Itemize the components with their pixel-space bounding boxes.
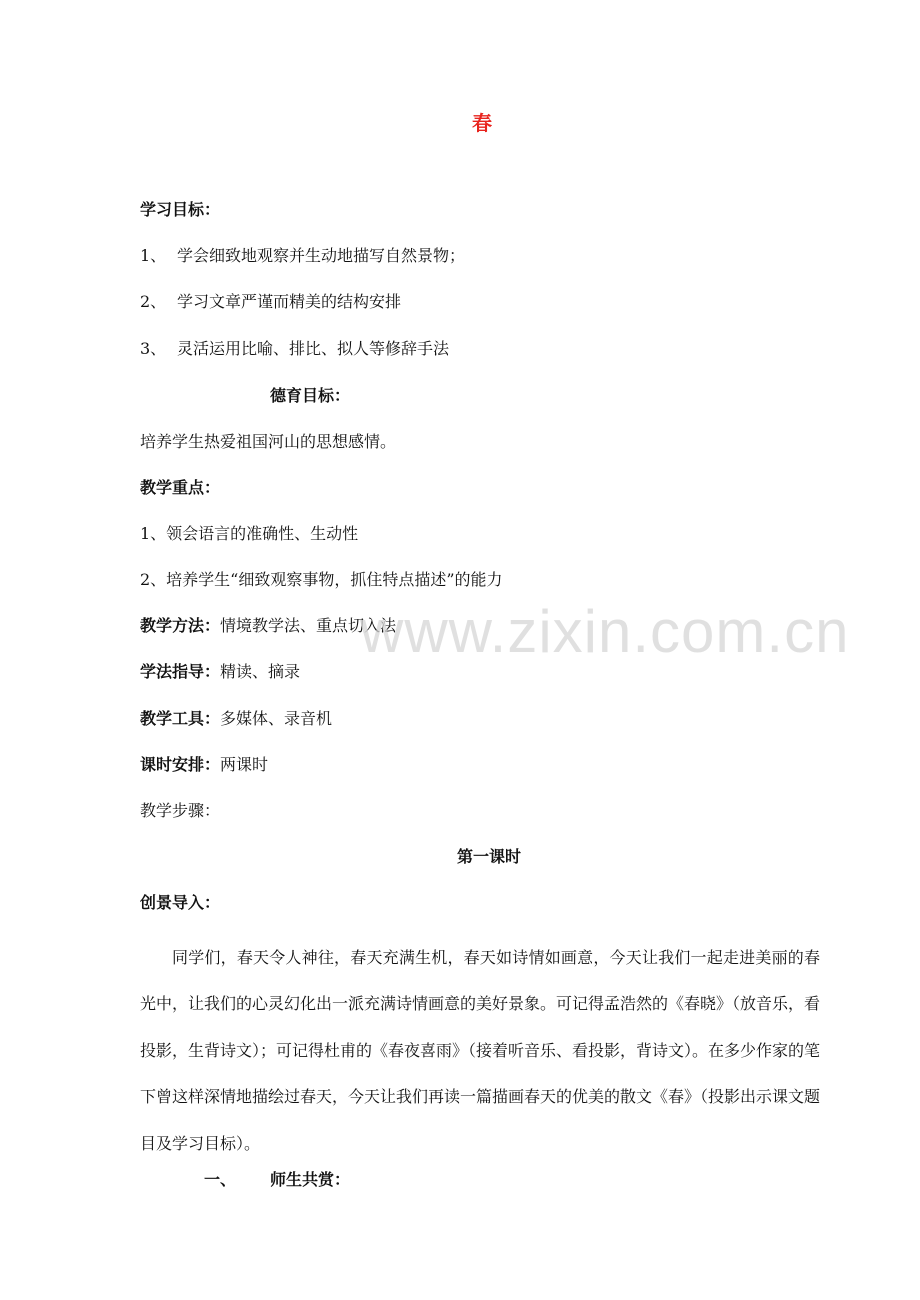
moral-goals-heading: 德育目标：	[270, 386, 351, 405]
info-label: 教学方法：	[140, 616, 221, 635]
goal-item-3	[140, 338, 449, 360]
info-value: 多媒体、录音机	[220, 709, 333, 728]
teaching-tools	[140, 708, 332, 730]
teaching-steps-label: 教学步骤：	[140, 801, 221, 820]
section-heading	[204, 1169, 350, 1191]
info-value: 精读、摘录	[220, 662, 301, 681]
goal-text: 学会细致地观察并生动地描写自然景物；	[177, 246, 466, 265]
intro-heading: 创景导入：	[140, 893, 221, 912]
goal-number: 3、	[140, 339, 167, 358]
info-value: 两课时	[220, 755, 269, 774]
section-number: 一、	[204, 1170, 237, 1189]
info-label: 教学工具：	[140, 709, 221, 728]
study-guidance	[140, 661, 300, 683]
goal-number: 2、	[140, 292, 167, 311]
info-label: 课时安排：	[140, 755, 221, 774]
goal-text: 学习文章严谨而精美的结构安排	[177, 292, 402, 311]
lesson-title: 第一课时	[457, 847, 522, 866]
goal-number: 1、	[140, 246, 167, 265]
section-title: 师生共赏：	[270, 1170, 351, 1189]
key-point-2: 2、培养学生“细致观察事物，抓住特点描述”的能力	[140, 570, 503, 589]
goal-item-2	[140, 291, 401, 313]
class-schedule	[140, 754, 268, 776]
key-point-1: 1、领会语言的准确性、生动性	[140, 524, 359, 543]
info-label: 学法指导：	[140, 662, 221, 681]
key-points-heading: 教学重点：	[140, 478, 221, 497]
learning-goals-heading: 学习目标：	[140, 200, 221, 219]
info-value: 情境教学法、重点切入法	[220, 616, 397, 635]
goal-item-1	[140, 245, 465, 267]
teaching-method	[140, 615, 396, 637]
goal-text: 灵活运用比喻、排比、拟人等修辞手法	[177, 339, 450, 358]
intro-paragraph: 同学们，春天令人神往，春天充满生机，春天如诗情如画意，今天让我们一起走进美丽的春光中，让我们的心灵幻化出一派充满诗情画意的美好景象。可记得孟浩然的《春晓》（放音乐，看投影，生背诗文）；可记得杜甫的《春夜喜雨》（接着听音乐、看投影，背诗文）。在多少作家的笔下曾这样深情地描绘过春天，今天让我们再读一篇描画春天的优美的散文《春》（投影出示课文题目及学习目标）。	[140, 948, 821, 1153]
document-title: 春	[472, 111, 492, 135]
moral-goals-text: 培养学生热爱祖国河山的思想感情。	[140, 432, 397, 451]
watermark: www.zixin.com.cn	[360, 598, 850, 665]
